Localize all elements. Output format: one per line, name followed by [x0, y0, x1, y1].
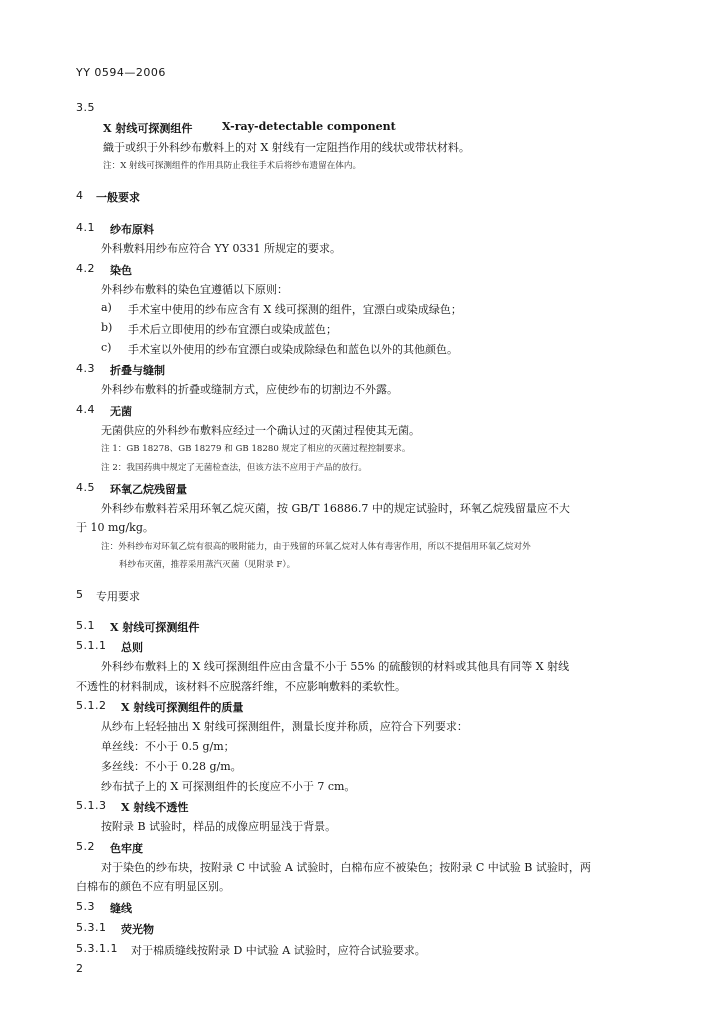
note-line: 科纱布灭菌，推荐采用蒸汽灭菌（见附录 F）。 — [119, 560, 296, 570]
clause-number: 5.3.1.1 — [76, 942, 118, 955]
paragraph: 外科纱布敷料的折叠或缝制方式，应使纱布的切割边不外露。 — [101, 383, 398, 396]
clause-number: 5.3.1 — [76, 921, 107, 934]
list-item: 多丝线：不小于 0.28 g/m。 — [101, 760, 242, 773]
clause-number: 5.1.2 — [76, 699, 107, 712]
list-item: 单丝线：不小于 0.5 g/m； — [101, 740, 235, 753]
clause-number: 4.1 — [76, 221, 95, 234]
clause-number: 3.5 — [76, 101, 95, 114]
clause-title: 一般要求 — [96, 191, 140, 204]
clause-number: 4 — [76, 189, 84, 202]
clause-number: 5 — [76, 588, 84, 601]
term-definition: 織于或织于外科纱布敷料上的对 X 射线有一定阻挡作用的线状或带状材料。 — [103, 141, 470, 154]
clause-number: 4.5 — [76, 481, 95, 494]
clause-title: 色牢度 — [110, 842, 143, 855]
clause-title: X 射线可探测组件的质量 — [121, 701, 244, 714]
clause-title: 荧光物 — [121, 923, 154, 936]
clause-title: X 射线不透性 — [121, 801, 189, 814]
clause-number: 4.3 — [76, 362, 95, 375]
clause-title: 环氧乙烷残留量 — [110, 483, 187, 496]
clause-title: 总则 — [121, 641, 143, 654]
clause-number: 5.2 — [76, 840, 95, 853]
paragraph-line: 于 10 mg/kg。 — [76, 521, 154, 534]
list-item-mark: c) — [101, 341, 112, 354]
paragraph-line: 外科纱布敷料若采用环氧乙烷灭菌，按 GB/T 16886.7 中的规定试验时，环氧乙烷残留量应不大 — [101, 502, 570, 515]
paragraph-line: 白棉布的颜色不应有明显区别。 — [76, 880, 230, 893]
note: 注 2：我国药典中规定了无菌检查法，但该方法不应用于产品的放行。 — [101, 463, 368, 473]
clause-number: 5.1 — [76, 619, 95, 632]
clause-number: 5.1.3 — [76, 799, 107, 812]
paragraph-line: 对于染色的纱布块，按附录 C 中试验 A 试验时，白棉布应不被染色；按附录 C 中试验 B 试验时，两 — [101, 861, 591, 874]
list-item-mark: b) — [101, 321, 113, 334]
paragraph: 无菌供应的外科纱布敷料应经过一个确认过的灭菌过程使其无菌。 — [101, 424, 420, 437]
paragraph: 按附录 B 试验时，样品的成像应明显浅于背景。 — [101, 820, 337, 833]
list-item: 手术室中使用的纱布应含有 X 线可探测的组件，宜漂白或染成绿色； — [128, 303, 462, 316]
page-number: 2 — [76, 962, 84, 975]
paragraph: 纱布拭子上的 X 可探测组件的长度应不小于 7 cm。 — [101, 780, 356, 793]
clause-number: 5.3 — [76, 900, 95, 913]
clause-number: 5.1.1 — [76, 639, 107, 652]
list-item: 手术室以外使用的纱布宜漂白或染成除绿色和蓝色以外的其他颜色。 — [128, 343, 458, 356]
term-title-en: X-ray-detectable component — [222, 120, 396, 133]
term-title: X 射线可探测组件 — [103, 122, 193, 135]
clause-title: X 射线可探测组件 — [110, 621, 200, 634]
clause-title: 纱布原料 — [110, 223, 154, 236]
note-line: 注：外科纱布对环氧乙烷有很高的吸附能力，由于残留的环氧乙烷对人体有毒害作用，所以不提倡用环氧乙烷对外 — [101, 542, 531, 552]
clause-number: 4.4 — [76, 403, 95, 416]
clause-title: 缝线 — [110, 902, 132, 915]
clause-title: 折叠与缝制 — [110, 364, 165, 377]
paragraph: 对于棉质缝线按附录 D 中试验 A 试验时，应符合试验要求。 — [131, 944, 426, 957]
header-standard-code: YY 0594—2006 — [76, 66, 166, 79]
paragraph: 外科纱布敷料的染色宜遵循以下原则： — [101, 283, 288, 296]
note: 注：X 射线可探测组件的作用具防止我往手术后将纱布遗留在体内。 — [103, 161, 362, 171]
list-item: 手术后立即使用的纱布宜漂白或染成蓝色； — [128, 323, 337, 336]
paragraph: 外科敷料用纱布应符合 YY 0331 所规定的要求。 — [101, 242, 342, 255]
paragraph: 从纱布上轻轻抽出 X 射线可探测组件，测量长度并称质，应符合下列要求： — [101, 720, 468, 733]
paragraph-line: 不透性的材料制成，该材料不应脱落纤维，不应影响敷料的柔软性。 — [76, 680, 406, 693]
list-item-mark: a) — [101, 301, 112, 314]
clause-number: 4.2 — [76, 262, 95, 275]
clause-title: 专用要求 — [96, 590, 140, 603]
clause-title: 无菌 — [110, 405, 132, 418]
note: 注 1：GB 18278、GB 18279 和 GB 18280 规定了相应的灭菌过程控制要求。 — [101, 444, 411, 454]
clause-title: 染色 — [110, 264, 132, 277]
paragraph-line: 外科纱布敷料上的 X 线可探测组件应由含量不小于 55% 的硫酸钡的材料或其他具有同等 X 射线 — [101, 660, 570, 673]
